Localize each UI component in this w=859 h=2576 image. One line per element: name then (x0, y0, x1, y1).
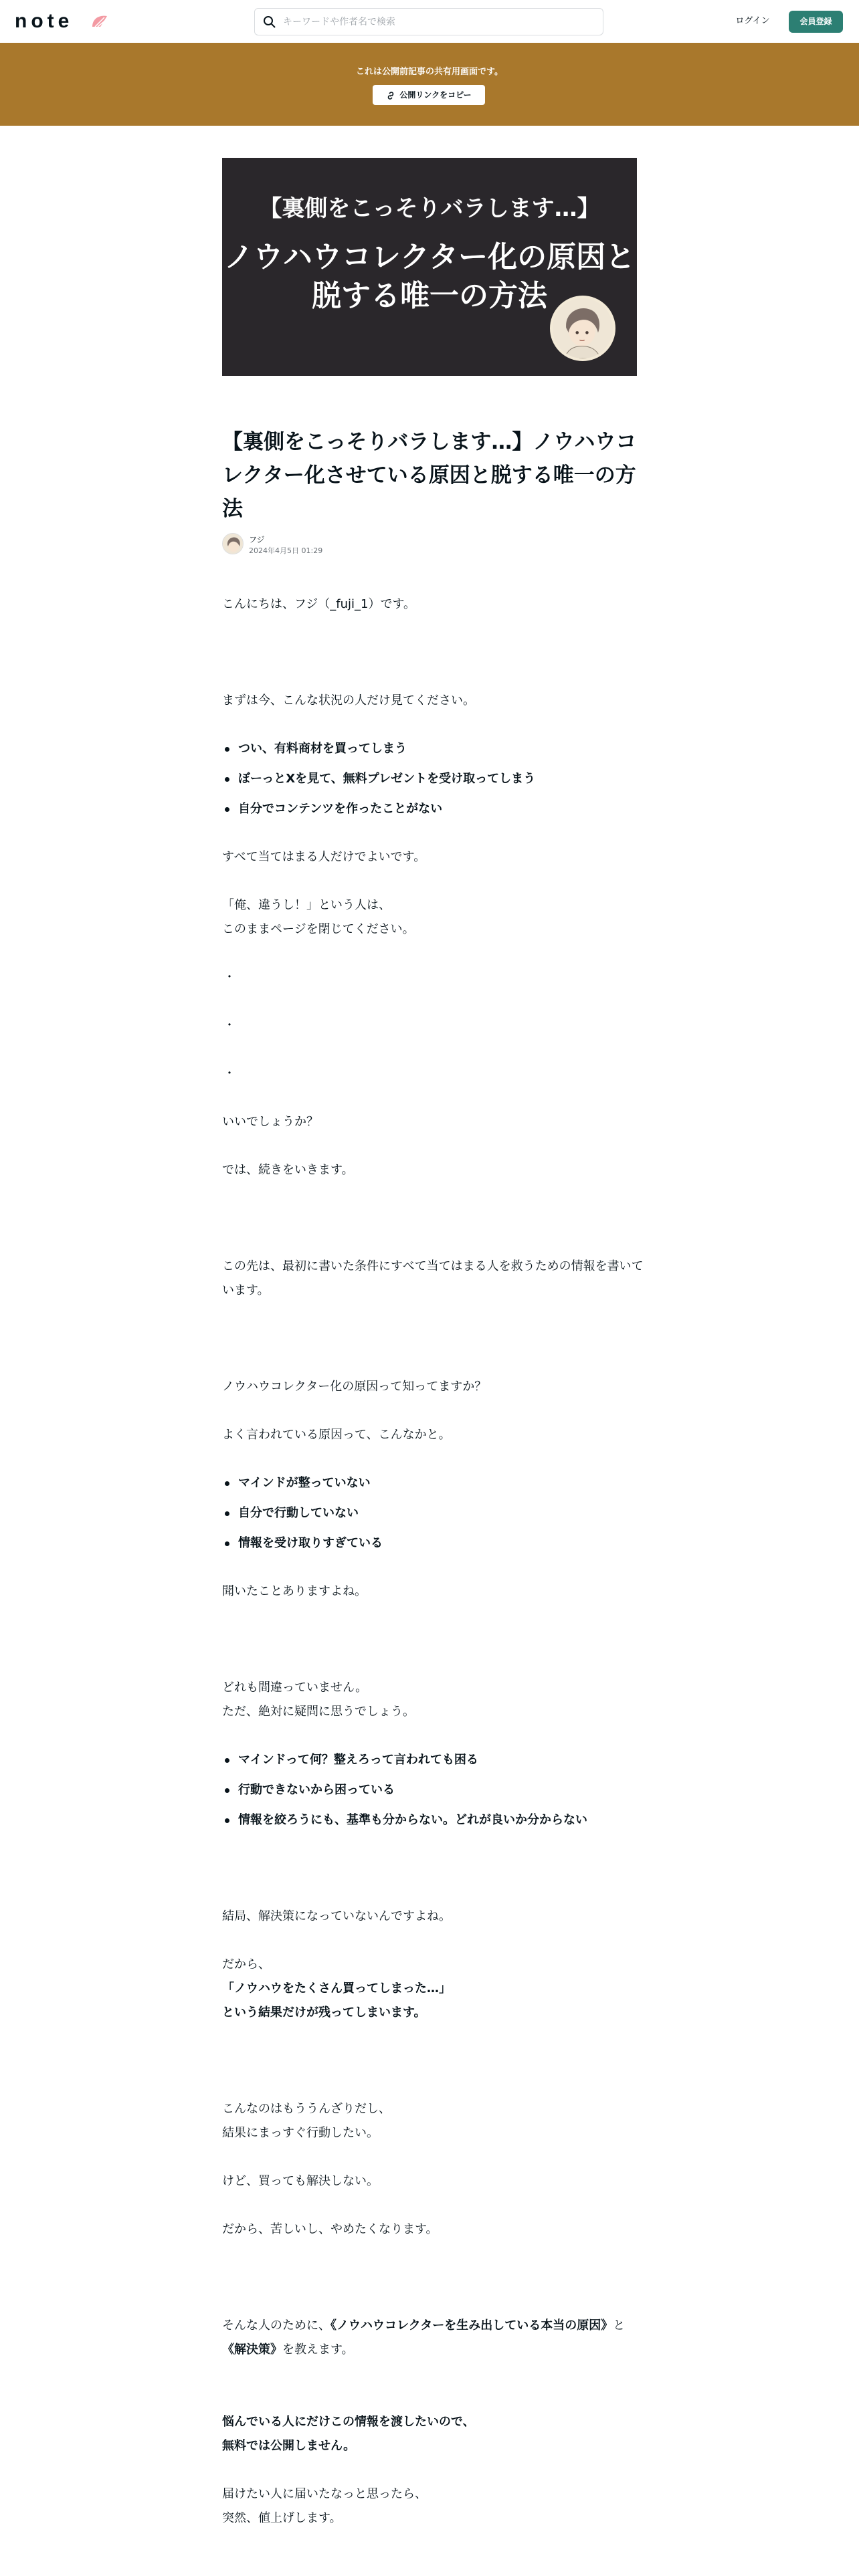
author-info[interactable] (222, 533, 490, 557)
list-item: マインドって何？整えろって言われても困る (222, 1748, 644, 1772)
list-item: 自分で行動していない (222, 1501, 644, 1525)
list-item: 自分でコンテンツを作ったことがない (222, 797, 644, 821)
author-avatar[interactable] (222, 533, 244, 554)
paragraph-bold: 「ノウハウをたくさん買ってしまった…」 (222, 1981, 451, 1996)
preview-banner (0, 43, 859, 126)
paragraph: まずは今、こんな状況の人だけ見てください。 (222, 693, 475, 708)
paragraph (222, 2314, 644, 2362)
search-icon (263, 15, 276, 29)
paragraph: ノウハウコレクター化の原因って知ってますか？ (222, 1380, 487, 1394)
cover-image (222, 158, 637, 376)
text: と (613, 2319, 626, 2333)
paragraph: このままページを閉じてください。 (222, 922, 415, 936)
avatar-icon (223, 534, 244, 554)
text: を教えます。 (282, 2343, 354, 2357)
paragraph: この先は、最初に書いた条件にすべて当てはまる人を救うための情報を書いています。 (222, 1259, 644, 1297)
cover-avatar (550, 296, 615, 361)
list-item: 情報を受け取りすぎている (222, 1531, 644, 1555)
paragraph: だから、苦しいし、やめたくなります。 (222, 2222, 438, 2236)
paragraph: どれも間違っていません。 (222, 1681, 368, 1695)
search-input[interactable] (283, 9, 591, 35)
fan-icon (91, 13, 108, 28)
paragraph: 結局、解決策になっていないんですよね。 (222, 1909, 451, 1923)
cover-title-line1: ノウハウコレクター化の原因と (223, 240, 636, 274)
paragraph: いいでしょうか？ (222, 1115, 318, 1129)
paragraph-bold: 無料では公開しません。 (222, 2439, 356, 2453)
cover-subtitle: 【裏側をこっそりバラします…】 (259, 195, 600, 222)
paragraph: 聞いたことありますよね。 (222, 1584, 367, 1598)
login-button[interactable]: ログイン (735, 16, 770, 26)
paragraph: すべて当てはまる人だけでよいです。 (222, 850, 426, 864)
signup-button[interactable]: 会員登録 (789, 11, 843, 33)
character-illustration-icon (553, 298, 613, 358)
list-item: ぼーっとXを見て、無料プレゼントを受け取ってしまう (222, 767, 644, 791)
dot-separator: ・ (223, 1018, 235, 1033)
list-item: 情報を絞ろうにも、基準も分からない。どれが良いか分からない (222, 1808, 644, 1832)
author-name[interactable]: フジ (249, 535, 265, 544)
dot-separator: ・ (223, 1067, 235, 1081)
paragraph: 届けたい人に届いたなっと思ったら、 (222, 2487, 427, 2501)
site-header (0, 0, 859, 43)
copy-link-button[interactable] (373, 85, 485, 105)
dot-separator: ・ (223, 970, 235, 984)
text-bold: 《ノウハウコレクターを生み出している本当の原因》 (330, 2319, 613, 2333)
list-item: マインドが整っていない (222, 1471, 644, 1495)
list-item: 行動できないから困っている (222, 1778, 644, 1802)
paragraph: 「俺、違うし！」という人は、 (222, 898, 391, 912)
list-item: つい、有料商材を買ってしまう (222, 737, 644, 761)
banner-text: これは公開前記事の共有用画面です。 (356, 67, 503, 77)
text-bold: 《解決策》 (222, 2343, 282, 2357)
paragraph: ただ、絶対に疑問に思うでしょう。 (222, 1705, 415, 1719)
copy-link-label: 公開リンクをコピー (399, 90, 472, 100)
paragraph-bold: 悩んでいる人にだけこの情報を渡したいので、 (222, 2415, 475, 2429)
article-title: 【裏側をこっそりバラします…】ノウハウコレクター化させている原因と脱する唯一の方法 (222, 430, 637, 521)
paragraph: よく言われている原因って、こんなかと。 (222, 1428, 451, 1442)
paragraph: こんなのはもううんざりだし、 (222, 2102, 391, 2116)
paragraph: 突然、値上げします。 (222, 2511, 342, 2525)
paragraph: こんにちは、フジ（_fuji_1）です。 (222, 597, 416, 611)
paragraph-bold: という結果だけが残ってしまいます。 (222, 2006, 426, 2020)
cover-title-line2: 脱する唯一の方法 (312, 279, 547, 313)
paragraph: 結果にまっすぐ行動したい。 (222, 2126, 379, 2140)
search-box[interactable] (254, 8, 603, 35)
text: そんな人のために、 (222, 2319, 330, 2333)
link-icon (386, 91, 395, 100)
publish-date: 2024年4月5日 01:29 (249, 546, 323, 555)
paragraph: では、続きをいきます。 (222, 1163, 354, 1177)
paragraph: けど、買っても解決しない。 (222, 2174, 379, 2188)
note-logo[interactable]: note (15, 10, 74, 32)
paragraph: だから、 (222, 1957, 270, 1971)
